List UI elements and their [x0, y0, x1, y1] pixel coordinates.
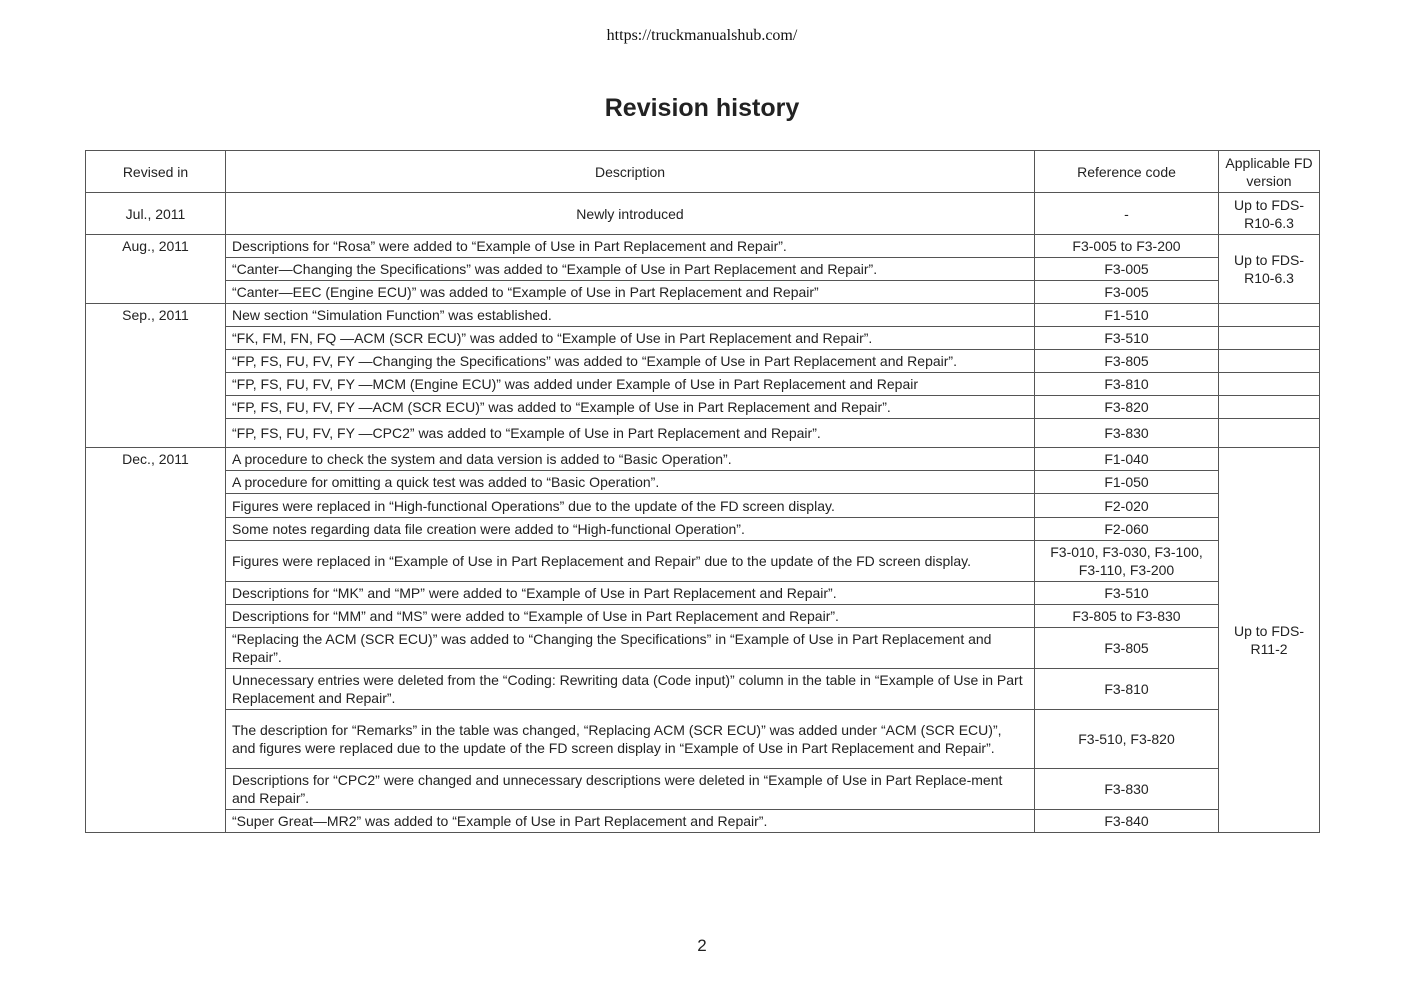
- table-row: [86, 258, 1320, 281]
- revision-date: Jul., 2011: [86, 193, 226, 235]
- reference-code: F3-805 to F3-830: [1035, 605, 1219, 628]
- reference-code: F3-010, F3-030, F3-100, F3-110, F3-200: [1035, 541, 1219, 582]
- table-row: [86, 235, 1320, 258]
- revision-description: “Super Great—MR2” was added to “Example of Use in Part Replacement and Repair”.: [226, 810, 1035, 833]
- column-header-revised-in: Revised in: [86, 151, 226, 193]
- fd-version: Up to FDS-R11-2: [1219, 448, 1320, 833]
- reference-code: F1-050: [1035, 471, 1219, 494]
- fd-version: [1219, 419, 1320, 448]
- reference-code: F3-005 to F3-200: [1035, 235, 1219, 258]
- page-number: 2: [697, 936, 707, 955]
- revision-description: “FP, FS, FU, FV, FY —ACM (SCR ECU)” was added to “Example of Use in Part Replacement and Repair”.: [226, 396, 1035, 419]
- table-row: [86, 541, 1320, 582]
- table-row: [86, 605, 1320, 628]
- reference-code: F3-820: [1035, 396, 1219, 419]
- revision-description: “Replacing the ACM (SCR ECU)” was added to “Changing the Specifications” in “Example of Use in Part Replacement and Repair”.: [226, 628, 1035, 669]
- table-row: [86, 419, 1320, 448]
- revision-description: Descriptions for “Rosa” were added to “Example of Use in Part Replacement and Repair”.: [226, 235, 1035, 258]
- revision-description: New section “Simulation Function” was established.: [226, 304, 1035, 327]
- revision-description: “FP, FS, FU, FV, FY —MCM (Engine ECU)” was added under Example of Use in Part Replacement and Repair: [226, 373, 1035, 396]
- reference-code: F3-510: [1035, 582, 1219, 605]
- reference-code: F3-005: [1035, 281, 1219, 304]
- revision-description: Unnecessary entries were deleted from the “Coding: Rewriting data (Code input)” column in the table in “Example of Use in Part Replacement and Repair”.: [226, 669, 1035, 710]
- revision-description: “Canter—Changing the Specifications” was added to “Example of Use in Part Replacement and Repair”.: [226, 258, 1035, 281]
- column-header-reference-code: Reference code: [1035, 151, 1219, 193]
- revision-date: Dec., 2011: [86, 448, 226, 833]
- fd-version: Up to FDS-R10-6.3: [1219, 193, 1320, 235]
- revision-table: [85, 150, 1320, 833]
- revision-description: A procedure to check the system and data version is added to “Basic Operation”.: [226, 448, 1035, 471]
- page-title: Revision history: [604, 94, 800, 122]
- column-header-fd-version: Applicable FD version: [1219, 151, 1320, 193]
- table-row: [86, 710, 1320, 769]
- reference-code: F3-830: [1035, 769, 1219, 810]
- revision-date: Aug., 2011: [86, 235, 226, 304]
- reference-code: F3-810: [1035, 669, 1219, 710]
- reference-code: F1-040: [1035, 448, 1219, 471]
- fd-version: [1219, 327, 1320, 350]
- revision-description: Figures were replaced in “Example of Use in Part Replacement and Repair” due to the update of the FD screen display.: [226, 541, 1035, 582]
- reference-code: -: [1035, 193, 1219, 235]
- reference-code: F3-840: [1035, 810, 1219, 833]
- table-row: [86, 373, 1320, 396]
- reference-code: F3-005: [1035, 258, 1219, 281]
- table-row: [86, 304, 1320, 327]
- table-row: [86, 448, 1320, 471]
- revision-description: Some notes regarding data file creation were added to “High-functional Operation”.: [226, 518, 1035, 541]
- table-row: [86, 350, 1320, 373]
- revision-description: “FP, FS, FU, FV, FY —Changing the Specifications” was added to “Example of Use in Part Replacement and Repair”.: [226, 350, 1035, 373]
- revision-description: Descriptions for “CPC2” were changed and unnecessary descriptions were deleted in “Example of Use in Part Replace-ment and Repair”.: [226, 769, 1035, 810]
- reference-code: F2-060: [1035, 518, 1219, 541]
- header-url: https://truckmanualshub.com/: [606, 27, 798, 44]
- revision-description: Newly introduced: [226, 193, 1035, 235]
- fd-version: [1219, 396, 1320, 419]
- reference-code: F3-830: [1035, 419, 1219, 448]
- revision-description: “FK, FM, FN, FQ —ACM (SCR ECU)” was added to “Example of Use in Part Replacement and Repair”.: [226, 327, 1035, 350]
- column-header-description: Description: [226, 151, 1035, 193]
- reference-code: F3-510: [1035, 327, 1219, 350]
- revision-description: Descriptions for “MM” and “MS” were added to “Example of Use in Part Replacement and Repair”.: [226, 605, 1035, 628]
- fd-version: [1219, 350, 1320, 373]
- table-row: [86, 810, 1320, 833]
- table-row: [86, 518, 1320, 541]
- table-row: [86, 281, 1320, 304]
- table-row: [86, 327, 1320, 350]
- reference-code: F3-805: [1035, 628, 1219, 669]
- table-row: [86, 769, 1320, 810]
- reference-code: F3-805: [1035, 350, 1219, 373]
- revision-description: Figures were replaced in “High-functional Operations” due to the update of the FD screen display.: [226, 494, 1035, 518]
- reference-code: F1-510: [1035, 304, 1219, 327]
- revision-description: A procedure for omitting a quick test was added to “Basic Operation”.: [226, 471, 1035, 494]
- revision-description: The description for “Remarks” in the table was changed, “Replacing ACM (SCR ECU)” was added under “ACM (SCR ECU)”, and figures were replaced due to the update of the FD screen display in “Example of Use in Part Replacement and Repair”.: [226, 710, 1035, 769]
- table-row: [86, 396, 1320, 419]
- revision-description: Descriptions for “MK” and “MP” were added to “Example of Use in Part Replacement and Repair”.: [226, 582, 1035, 605]
- reference-code: F2-020: [1035, 494, 1219, 518]
- table-row: [86, 628, 1320, 669]
- table-row: [86, 582, 1320, 605]
- table-row: [86, 193, 1320, 235]
- revision-description: “Canter—EEC (Engine ECU)” was added to “Example of Use in Part Replacement and Repair”: [226, 281, 1035, 304]
- fd-version: Up to FDS-R10-6.3: [1219, 235, 1320, 304]
- table-row: [86, 669, 1320, 710]
- fd-version: [1219, 373, 1320, 396]
- fd-version: [1219, 304, 1320, 327]
- revision-date: Sep., 2011: [86, 304, 226, 448]
- revision-description: “FP, FS, FU, FV, FY —CPC2” was added to “Example of Use in Part Replacement and Repair”.: [226, 419, 1035, 448]
- table-row: [86, 471, 1320, 494]
- reference-code: F3-510, F3-820: [1035, 710, 1219, 769]
- table-header-row: [86, 151, 1320, 193]
- table-row: [86, 494, 1320, 518]
- reference-code: F3-810: [1035, 373, 1219, 396]
